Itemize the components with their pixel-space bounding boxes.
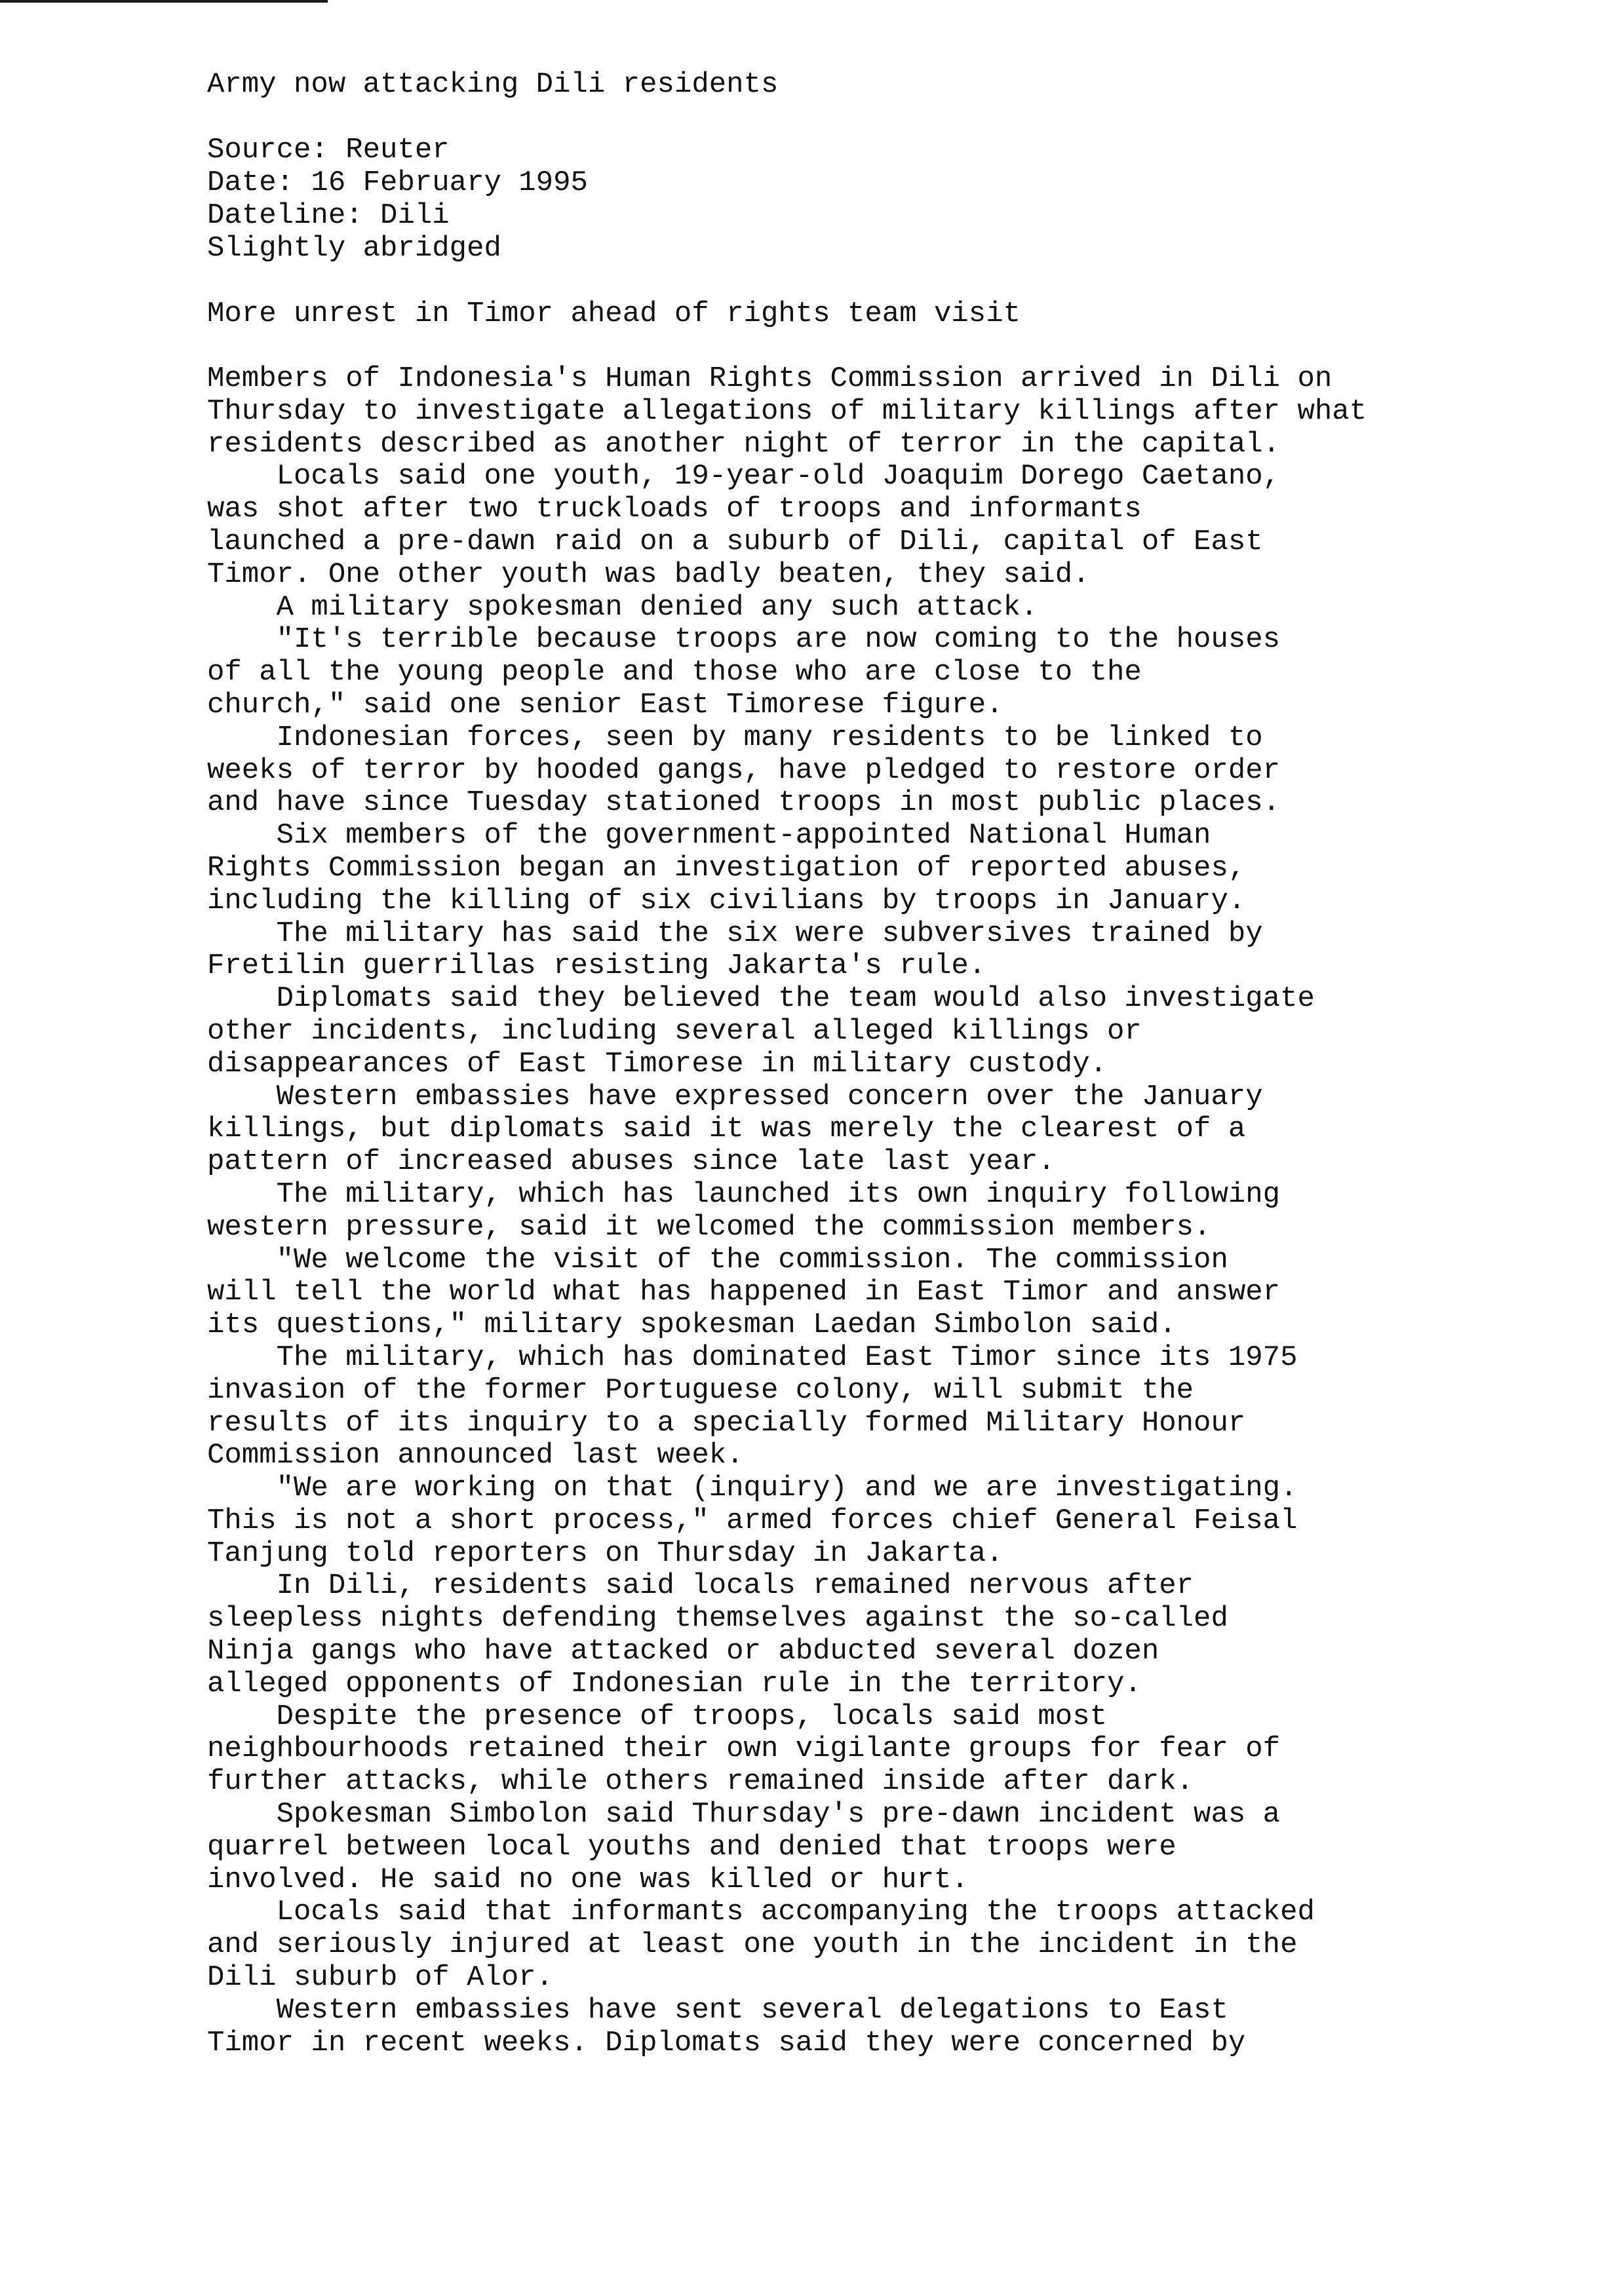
spacer [207, 265, 1518, 297]
body-line: church," said one senior East Timorese figure. [207, 688, 1003, 721]
body-line: The military, which has launched its own inquiry following [207, 1177, 1281, 1211]
scan-edge-rule [0, 0, 328, 3]
body-line: Ninja gangs who have attacked or abducted several dozen [207, 1635, 1159, 1668]
body-line: Six members of the government-appointed National Human [207, 819, 1211, 852]
body-line: was shot after two truckloads of troops and informants [207, 493, 1142, 526]
body-line: weeks of terror by hooded gangs, have pledged to restore order [207, 754, 1281, 787]
body-line: The military has said the six were subversives trained by [207, 917, 1263, 950]
body-line: further attacks, while others remained inside after dark. [207, 1765, 1194, 1799]
document-text [207, 68, 1518, 2059]
body-line: Tanjung told reporters on Thursday in Jakarta. [207, 1537, 1003, 1570]
body-line: In Dili, residents said locals remained nervous after [207, 1569, 1194, 1603]
body-line: pattern of increased abuses since late last year. [207, 1145, 1055, 1179]
body-line: Diplomats said they believed the team would also investigate [207, 982, 1315, 1016]
body-line: Commission announced last week. [207, 1439, 744, 1472]
body-line: sleepless nights defending themselves against the so-called [207, 1602, 1228, 1636]
body-line: western pressure, said it welcomed the commission members. [207, 1210, 1211, 1244]
body-line: Despite the presence of troops, locals said most [207, 1700, 1108, 1733]
body-line: A military spokesman denied any such attack. [207, 590, 1038, 624]
body-line: involved. He said no one was killed or hurt. [207, 1863, 969, 1896]
body-line: "We welcome the visit of the commission. The commission [207, 1243, 1228, 1276]
body-line: quarrel between local youths and denied that troops were [207, 1830, 1177, 1864]
body-line: launched a pre-dawn raid on a suburb of Dili, capital of East [207, 525, 1263, 558]
body-line: Western embassies have sent several delegations to East [207, 1993, 1228, 2027]
dateline-line: Dateline: Dili [207, 199, 450, 232]
body-line: Spokesman Simbolon said Thursday's pre-dawn incident was a [207, 1798, 1281, 1831]
body-line: other incidents, including several alleged killings or [207, 1014, 1142, 1048]
body-line: and seriously injured at least one youth in the incident in the [207, 1928, 1298, 1962]
body-line: will tell the world what has happened in East Timor and answer [207, 1276, 1281, 1309]
body-line: killings, but diplomats said it was merely the clearest of a [207, 1113, 1246, 1146]
body-line: Members of Indonesia's Human Rights Commission arrived in Dili on [207, 362, 1333, 395]
body-line: The military, which has dominated East Timor since its 1975 [207, 1341, 1298, 1374]
article-subtitle: More unrest in Timor ahead of rights team visit [207, 297, 1021, 330]
body-line: Indonesian forces, seen by many residents to be linked to [207, 721, 1263, 754]
body-line: Rights Commission began an investigation of reported abuses, [207, 851, 1246, 885]
body-line: invasion of the former Portuguese colony, will submit the [207, 1373, 1194, 1407]
abridged-note: Slightly abridged [207, 232, 501, 265]
body-line: and have since Tuesday stationed troops in most public places. [207, 786, 1281, 820]
body-line: residents described as another night of terror in the capital. [207, 427, 1281, 461]
body-line: Locals said that informants accompanying the troops attacked [207, 1896, 1315, 1929]
body-line: Western embassies have expressed concern over the January [207, 1080, 1263, 1113]
article-body [207, 363, 1518, 2059]
body-line: its questions," military spokesman Laedan Simbolon said. [207, 1309, 1177, 1342]
body-line: Timor. One other youth was badly beaten, they said. [207, 558, 1090, 591]
body-line: Fretilin guerrillas resisting Jakarta's rule. [207, 949, 986, 983]
body-line: "We are working on that (inquiry) and we are investigating. [207, 1472, 1298, 1505]
body-line: of all the young people and those who are close to the [207, 656, 1142, 689]
body-line: disappearances of East Timorese in military custody. [207, 1047, 1108, 1081]
spacer [207, 330, 1518, 363]
body-line: Thursday to investigate allegations of military killings after what [207, 394, 1367, 428]
body-line: alleged opponents of Indonesian rule in the territory. [207, 1667, 1142, 1700]
body-line: including the killing of six civilians by troops in January. [207, 884, 1246, 917]
body-line: results of its inquiry to a specially formed Military Honour [207, 1406, 1246, 1440]
date-line: Date: 16 February 1995 [207, 166, 588, 199]
body-line: neighbourhoods retained their own vigilante groups for fear of [207, 1732, 1281, 1766]
body-line: Timor in recent weeks. Diplomats said they were concerned by [207, 2026, 1246, 2059]
spacer [207, 101, 1518, 134]
body-line: Locals said one youth, 19-year-old Joaquim Dorego Caetano, [207, 460, 1281, 493]
body-line: "It's terrible because troops are now coming to the houses [207, 623, 1281, 657]
document-title: Army now attacking Dili residents [207, 68, 779, 101]
body-line: This is not a short process," armed forces chief General Feisal [207, 1504, 1298, 1537]
source-line: Source: Reuter [207, 134, 450, 166]
body-line: Dili suburb of Alor. [207, 1961, 554, 1995]
